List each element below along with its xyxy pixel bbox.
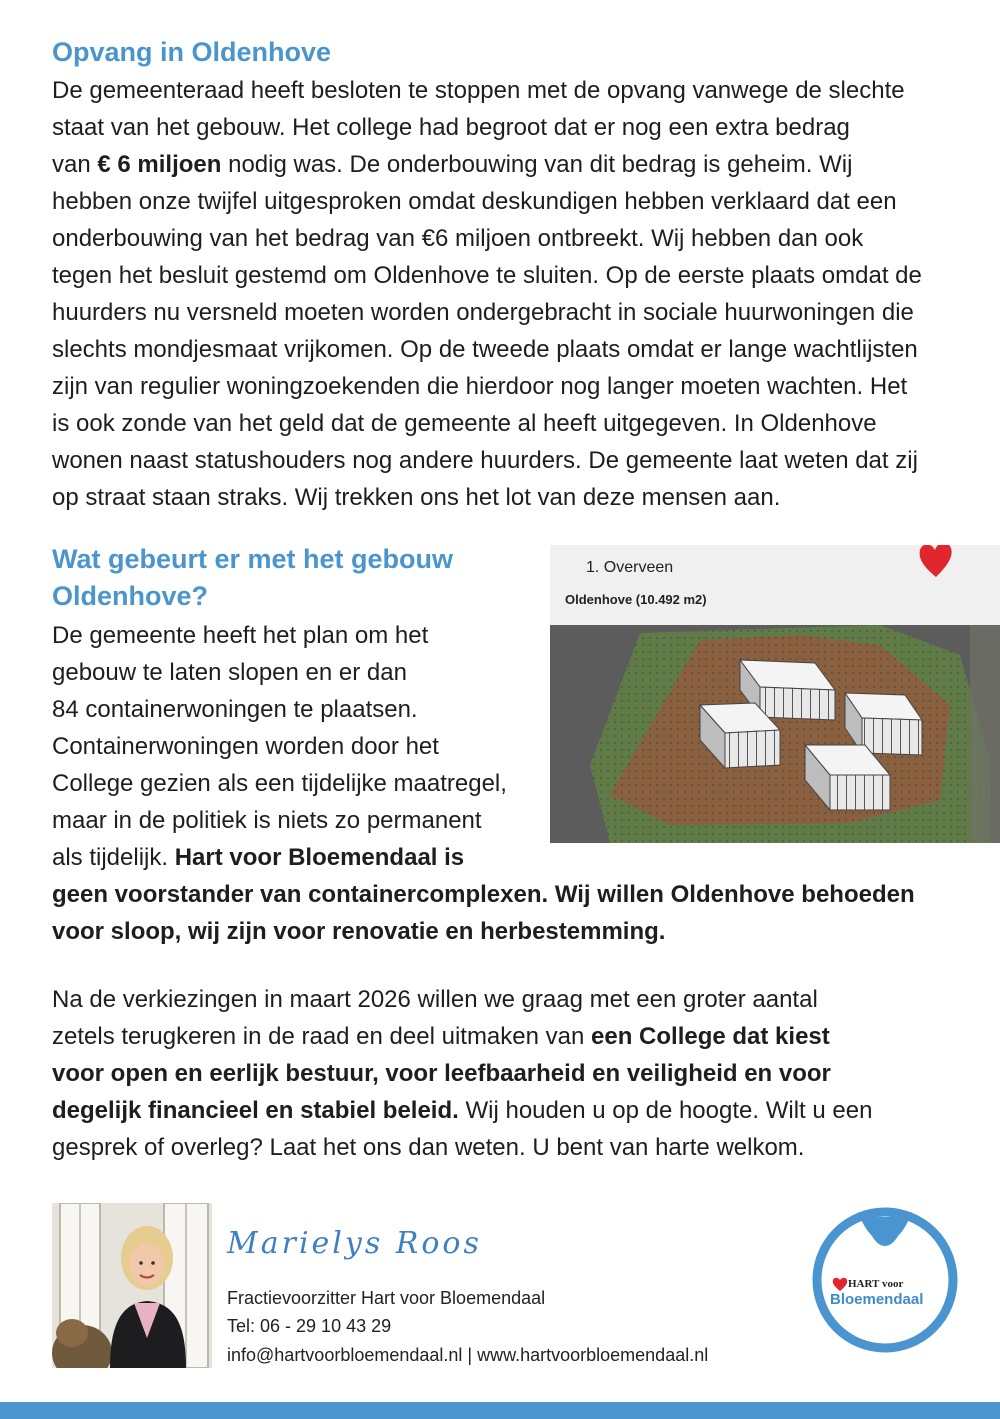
paragraph-line: onderbouwing van het bedrag van €6 miljoen ontbreekt. Wij hebben dan ook [52, 225, 864, 252]
paragraph-line: op straat staan straks. Wij trekken ons het lot van deze mensen aan. [52, 484, 781, 511]
heading-line: Wat gebeurt er met het gebouw [52, 544, 454, 574]
logo-text-top: HART voor [848, 1278, 904, 1290]
signature: Marielys Roos [227, 1226, 482, 1261]
paragraph-line: gebouw te laten slopen en er dan [52, 659, 407, 686]
paragraph-line: hebben onze twijfel uitgesproken omdat deskundigen hebben verklaard dat een [52, 188, 897, 215]
contact-role: Fractievoorzitter Hart voor Bloemendaal [227, 1288, 546, 1308]
figure-subtitle: Oldenhove (10.492 m2) [565, 592, 707, 607]
section-heading-opvang: Opvang in Oldenhove [52, 37, 332, 67]
paragraph-line: staat van het gebouw. Het college had begroot dat er nog een extra bedrag [52, 114, 850, 141]
text-bold: Hart voor Bloemendaal is [174, 844, 465, 871]
paragraph-line [52, 876, 915, 913]
paragraph-line [52, 1055, 872, 1092]
footer-bar [0, 1402, 1000, 1419]
paragraph-line: De gemeente heeft het plan om het [52, 622, 429, 649]
party-logo [810, 1198, 960, 1358]
site-plan-image [550, 545, 1000, 843]
paragraph-line: College gezien als een tijdelijke maatregel, [52, 770, 507, 797]
text-bold: voor open en eerlijk bestuur, voor leefbaarheid en veiligheid en voor [52, 1060, 831, 1087]
site-plan-figure [550, 545, 1000, 843]
paragraph-line: huurders nu versneld moeten worden ondergebracht in sociale huurwoningen die [52, 299, 914, 326]
paragraph-line [52, 146, 922, 183]
amount-highlight: € 6 miljoen [97, 151, 222, 178]
section-opvang-text [52, 72, 922, 516]
paragraph-line: maar in de politiek is niets zo permanent [52, 807, 482, 834]
paragraph-line: tegen het besluit gestemd om Oldenhove te sluiten. Op de eerste plaats omdat de [52, 262, 922, 289]
paragraph-line: gesprek of overleg? Laat het ons dan weten. U bent van harte welkom. [52, 1134, 805, 1161]
paragraph-line [52, 913, 915, 950]
heart-icon [832, 1276, 848, 1292]
paragraph-line: zijn van regulier woningzoekenden die hierdoor nog langer moeten wachten. Het [52, 373, 908, 400]
paragraph-line [52, 1092, 872, 1129]
text-run: van [52, 151, 98, 178]
heart-icon [918, 545, 954, 581]
portrait-photo [52, 1203, 212, 1368]
text-bold: een College dat kiest [591, 1023, 830, 1050]
paragraph-line: 84 containerwoningen te plaatsen. [52, 696, 418, 723]
paragraph-line [52, 1018, 872, 1055]
paragraph-line: slechts mondjesmaat vrijkomen. Op de tweede plaats omdat er lange wachtlijsten [52, 336, 918, 363]
contact-phone[interactable]: Tel: 06 - 29 10 43 29 [227, 1316, 392, 1336]
closing-paragraph [52, 981, 872, 1166]
text-run: als tijdelijk. [52, 844, 175, 871]
paragraph-line [52, 839, 915, 876]
text-run: zetels terugkeren in de raad en deel uitmaken van [52, 1023, 592, 1050]
text-bold: degelijk financieel en stabiel beleid. [52, 1097, 459, 1124]
paragraph-line: is ook zonde van het geld dat de gemeente al heeft uitgegeven. In Oldenhove [52, 410, 877, 437]
text-bold: voor sloop, wij zijn voor renovatie en herbestemming. [52, 918, 666, 945]
logo-text-bottom: Bloemendaal [830, 1291, 924, 1308]
paragraph-line: De gemeenteraad heeft besloten te stoppen met de opvang vanwege de slechte [52, 77, 905, 104]
paragraph-line: wonen naast statushouders nog andere huurders. De gemeente laat weten dat zij [52, 447, 918, 474]
text-bold: geen voorstander van containercomplexen. Wij willen Oldenhove behoeden [52, 881, 915, 908]
heading-line: Oldenhove? [52, 581, 209, 611]
text-run: Wij houden u op de hoogte. Wilt u een [458, 1097, 873, 1124]
section-heading-gebouw [52, 541, 453, 615]
paragraph-line: Na de verkiezingen in maart 2026 willen we graag met een groter aantal [52, 986, 818, 1013]
figure-title: 1. Overveen [586, 559, 674, 576]
paragraph-line: Containerwoningen worden door het [52, 733, 439, 760]
contact-email-website[interactable]: info@hartvoorbloemendaal.nl | www.hartvoorbloemendaal.nl [227, 1345, 709, 1365]
text-run: nodig was. De onderbouwing van dit bedrag is geheim. Wij [221, 151, 853, 178]
